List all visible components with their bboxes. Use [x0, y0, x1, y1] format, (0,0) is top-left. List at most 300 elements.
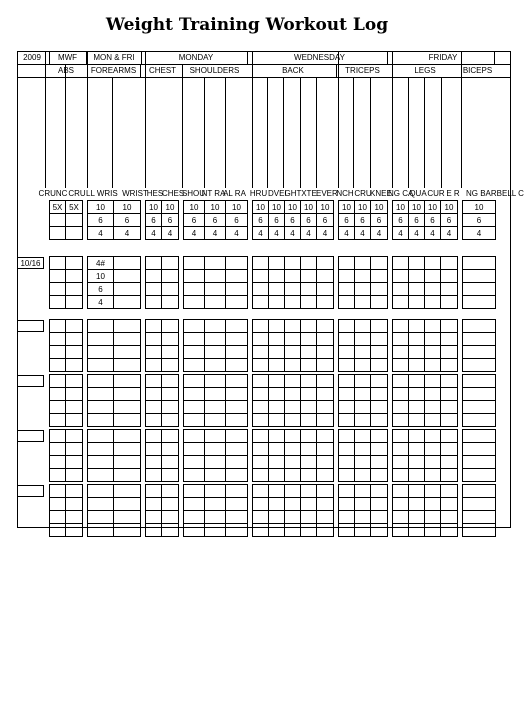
set-entry-cell[interactable]: [88, 333, 114, 346]
log-cell[interactable]: [317, 401, 334, 414]
log-cell[interactable]: [425, 443, 441, 456]
log-cell[interactable]: [146, 401, 162, 414]
log-cell[interactable]: [355, 283, 371, 296]
log-cell[interactable]: [441, 346, 458, 359]
log-cell[interactable]: [371, 257, 388, 270]
log-cell[interactable]: [205, 414, 226, 427]
log-cell[interactable]: [253, 485, 269, 498]
log-cell[interactable]: [114, 283, 141, 296]
set-entry-cell[interactable]: [88, 388, 114, 401]
log-cell[interactable]: [184, 359, 205, 372]
log-cell[interactable]: [269, 359, 285, 372]
log-cell[interactable]: [50, 320, 66, 333]
log-cell[interactable]: [463, 498, 496, 511]
log-cell[interactable]: [253, 346, 269, 359]
log-cell[interactable]: [114, 430, 141, 443]
log-cell[interactable]: [226, 524, 248, 537]
log-cell[interactable]: [317, 485, 334, 498]
log-cell[interactable]: [50, 346, 66, 359]
log-cell[interactable]: [184, 320, 205, 333]
log-cell[interactable]: [50, 359, 66, 372]
log-cell[interactable]: [226, 485, 248, 498]
log-cell[interactable]: [393, 320, 409, 333]
log-cell[interactable]: [50, 283, 66, 296]
log-cell[interactable]: [425, 296, 441, 309]
log-cell[interactable]: [253, 388, 269, 401]
log-cell[interactable]: [226, 346, 248, 359]
log-cell[interactable]: [114, 375, 141, 388]
log-cell[interactable]: [441, 320, 458, 333]
log-cell[interactable]: [184, 296, 205, 309]
log-cell[interactable]: [269, 511, 285, 524]
log-cell[interactable]: [66, 401, 83, 414]
log-cell[interactable]: [317, 414, 334, 427]
log-cell[interactable]: [371, 469, 388, 482]
log-cell[interactable]: [162, 524, 179, 537]
log-cell[interactable]: [50, 401, 66, 414]
log-cell[interactable]: [285, 257, 301, 270]
log-cell[interactable]: [269, 283, 285, 296]
log-cell[interactable]: [285, 270, 301, 283]
log-cell[interactable]: [205, 270, 226, 283]
log-cell[interactable]: [184, 346, 205, 359]
log-cell[interactable]: [146, 270, 162, 283]
log-cell[interactable]: [162, 498, 179, 511]
log-cell[interactable]: [50, 375, 66, 388]
log-cell[interactable]: [339, 485, 355, 498]
log-cell[interactable]: [66, 333, 83, 346]
log-cell[interactable]: [441, 469, 458, 482]
log-cell[interactable]: [146, 443, 162, 456]
log-cell[interactable]: [317, 346, 334, 359]
log-cell[interactable]: [355, 469, 371, 482]
log-cell[interactable]: [253, 401, 269, 414]
set-entry-cell[interactable]: [88, 375, 114, 388]
log-cell[interactable]: [355, 296, 371, 309]
log-cell[interactable]: [371, 375, 388, 388]
log-cell[interactable]: [269, 414, 285, 427]
log-cell[interactable]: [50, 214, 66, 227]
log-cell[interactable]: [409, 443, 425, 456]
log-cell[interactable]: [393, 333, 409, 346]
log-cell[interactable]: [162, 414, 179, 427]
log-cell[interactable]: [253, 333, 269, 346]
log-cell[interactable]: [441, 511, 458, 524]
log-cell[interactable]: [226, 283, 248, 296]
set-entry-cell[interactable]: [88, 320, 114, 333]
log-cell[interactable]: [50, 498, 66, 511]
log-cell[interactable]: [371, 296, 388, 309]
log-cell[interactable]: [285, 414, 301, 427]
log-cell[interactable]: [409, 296, 425, 309]
log-cell[interactable]: [114, 270, 141, 283]
log-cell[interactable]: [226, 333, 248, 346]
log-cell[interactable]: [463, 333, 496, 346]
log-cell[interactable]: [285, 333, 301, 346]
log-cell[interactable]: [285, 388, 301, 401]
log-cell[interactable]: [146, 320, 162, 333]
log-cell[interactable]: [317, 388, 334, 401]
log-cell[interactable]: [425, 270, 441, 283]
log-cell[interactable]: [146, 456, 162, 469]
log-cell[interactable]: [226, 414, 248, 427]
log-cell[interactable]: [409, 456, 425, 469]
log-cell[interactable]: [393, 270, 409, 283]
log-cell[interactable]: [114, 346, 141, 359]
log-cell[interactable]: [162, 485, 179, 498]
log-cell[interactable]: [463, 469, 496, 482]
log-cell[interactable]: [253, 375, 269, 388]
log-cell[interactable]: [371, 401, 388, 414]
log-cell[interactable]: [205, 333, 226, 346]
log-cell[interactable]: [355, 511, 371, 524]
log-cell[interactable]: [301, 283, 317, 296]
log-cell[interactable]: [463, 456, 496, 469]
log-cell[interactable]: [301, 469, 317, 482]
log-cell[interactable]: [205, 456, 226, 469]
log-cell[interactable]: [317, 456, 334, 469]
log-cell[interactable]: [285, 375, 301, 388]
log-cell[interactable]: [66, 257, 83, 270]
log-cell[interactable]: [184, 430, 205, 443]
log-cell[interactable]: [184, 388, 205, 401]
log-cell[interactable]: [184, 401, 205, 414]
log-cell[interactable]: [114, 456, 141, 469]
log-cell[interactable]: [463, 511, 496, 524]
log-cell[interactable]: [441, 283, 458, 296]
log-cell[interactable]: [162, 257, 179, 270]
log-cell[interactable]: [184, 443, 205, 456]
log-cell[interactable]: [371, 270, 388, 283]
log-cell[interactable]: [114, 485, 141, 498]
log-cell[interactable]: [114, 359, 141, 372]
log-cell[interactable]: [425, 498, 441, 511]
log-cell[interactable]: [409, 320, 425, 333]
log-cell[interactable]: [184, 257, 205, 270]
log-cell[interactable]: [463, 257, 496, 270]
log-cell[interactable]: [205, 283, 226, 296]
log-cell[interactable]: [146, 375, 162, 388]
log-cell[interactable]: [409, 524, 425, 537]
log-cell[interactable]: [285, 469, 301, 482]
log-cell[interactable]: [50, 524, 66, 537]
log-cell[interactable]: [66, 283, 83, 296]
log-cell[interactable]: [226, 296, 248, 309]
log-cell[interactable]: [114, 498, 141, 511]
log-cell[interactable]: [146, 346, 162, 359]
log-cell[interactable]: [162, 333, 179, 346]
log-cell[interactable]: [425, 359, 441, 372]
log-cell[interactable]: [339, 498, 355, 511]
log-cell[interactable]: [226, 498, 248, 511]
log-cell[interactable]: [162, 456, 179, 469]
log-cell[interactable]: [441, 524, 458, 537]
log-cell[interactable]: [339, 359, 355, 372]
log-cell[interactable]: [285, 359, 301, 372]
log-cell[interactable]: [317, 430, 334, 443]
log-cell[interactable]: [205, 296, 226, 309]
log-cell[interactable]: [114, 257, 141, 270]
log-cell[interactable]: [371, 414, 388, 427]
log-cell[interactable]: [339, 283, 355, 296]
log-cell[interactable]: [317, 375, 334, 388]
log-cell[interactable]: [371, 283, 388, 296]
log-cell[interactable]: [393, 257, 409, 270]
log-cell[interactable]: [146, 430, 162, 443]
log-cell[interactable]: [146, 511, 162, 524]
log-cell[interactable]: [205, 485, 226, 498]
log-cell[interactable]: [355, 257, 371, 270]
log-cell[interactable]: [285, 401, 301, 414]
log-cell[interactable]: [317, 257, 334, 270]
log-cell[interactable]: [226, 401, 248, 414]
log-cell[interactable]: [441, 456, 458, 469]
set-entry-cell[interactable]: [88, 456, 114, 469]
log-cell[interactable]: [393, 430, 409, 443]
log-cell[interactable]: [269, 485, 285, 498]
log-cell[interactable]: [184, 375, 205, 388]
log-cell[interactable]: [253, 430, 269, 443]
log-cell[interactable]: [301, 296, 317, 309]
log-cell[interactable]: [463, 388, 496, 401]
log-cell[interactable]: [425, 430, 441, 443]
log-cell[interactable]: [425, 333, 441, 346]
set-entry-cell[interactable]: [88, 443, 114, 456]
set-entry-cell[interactable]: [88, 485, 114, 498]
log-cell[interactable]: [409, 401, 425, 414]
log-cell[interactable]: [317, 283, 334, 296]
log-cell[interactable]: [66, 227, 83, 240]
log-cell[interactable]: [269, 296, 285, 309]
log-cell[interactable]: [441, 498, 458, 511]
log-cell[interactable]: [463, 443, 496, 456]
log-cell[interactable]: [425, 257, 441, 270]
log-cell[interactable]: [146, 524, 162, 537]
log-cell[interactable]: [301, 524, 317, 537]
log-cell[interactable]: [66, 524, 83, 537]
log-cell[interactable]: [285, 430, 301, 443]
log-cell[interactable]: [441, 257, 458, 270]
log-cell[interactable]: [205, 443, 226, 456]
log-cell[interactable]: [66, 511, 83, 524]
log-cell[interactable]: [162, 375, 179, 388]
log-cell[interactable]: [226, 456, 248, 469]
log-cell[interactable]: [441, 359, 458, 372]
log-cell[interactable]: [441, 401, 458, 414]
log-cell[interactable]: [50, 456, 66, 469]
log-cell[interactable]: [162, 511, 179, 524]
log-cell[interactable]: [425, 388, 441, 401]
log-cell[interactable]: [162, 469, 179, 482]
log-cell[interactable]: [301, 498, 317, 511]
log-cell[interactable]: [269, 346, 285, 359]
log-cell[interactable]: [50, 257, 66, 270]
set-entry-cell[interactable]: 6: [88, 283, 114, 296]
log-cell[interactable]: [393, 414, 409, 427]
log-cell[interactable]: [269, 456, 285, 469]
set-entry-cell[interactable]: 4#: [88, 257, 114, 270]
log-cell[interactable]: [441, 485, 458, 498]
log-cell[interactable]: [393, 498, 409, 511]
log-cell[interactable]: [66, 359, 83, 372]
log-cell[interactable]: [355, 346, 371, 359]
log-cell[interactable]: [425, 320, 441, 333]
log-cell[interactable]: [393, 359, 409, 372]
log-cell[interactable]: [285, 456, 301, 469]
log-cell[interactable]: [253, 524, 269, 537]
log-cell[interactable]: [114, 401, 141, 414]
log-cell[interactable]: [301, 401, 317, 414]
log-cell[interactable]: [50, 430, 66, 443]
log-cell[interactable]: [146, 257, 162, 270]
log-cell[interactable]: [205, 511, 226, 524]
log-cell[interactable]: [269, 333, 285, 346]
log-cell[interactable]: [269, 401, 285, 414]
log-cell[interactable]: [339, 524, 355, 537]
log-cell[interactable]: [226, 388, 248, 401]
date-field[interactable]: [17, 375, 44, 387]
log-cell[interactable]: [339, 296, 355, 309]
log-cell[interactable]: [355, 524, 371, 537]
log-cell[interactable]: [441, 270, 458, 283]
log-cell[interactable]: [371, 456, 388, 469]
log-cell[interactable]: [317, 333, 334, 346]
log-cell[interactable]: [425, 346, 441, 359]
log-cell[interactable]: [114, 414, 141, 427]
set-entry-cell[interactable]: [88, 414, 114, 427]
log-cell[interactable]: [409, 469, 425, 482]
log-cell[interactable]: [371, 485, 388, 498]
log-cell[interactable]: [162, 443, 179, 456]
log-cell[interactable]: [463, 346, 496, 359]
log-cell[interactable]: [393, 346, 409, 359]
log-cell[interactable]: [253, 469, 269, 482]
log-cell[interactable]: [463, 524, 496, 537]
log-cell[interactable]: [114, 511, 141, 524]
log-cell[interactable]: [184, 456, 205, 469]
log-cell[interactable]: [409, 333, 425, 346]
log-cell[interactable]: [355, 375, 371, 388]
log-cell[interactable]: [226, 443, 248, 456]
log-cell[interactable]: [114, 469, 141, 482]
log-cell[interactable]: [253, 257, 269, 270]
log-cell[interactable]: [184, 485, 205, 498]
log-cell[interactable]: [355, 388, 371, 401]
log-cell[interactable]: [146, 498, 162, 511]
log-cell[interactable]: [226, 430, 248, 443]
log-cell[interactable]: [393, 443, 409, 456]
log-cell[interactable]: [355, 485, 371, 498]
log-cell[interactable]: [425, 375, 441, 388]
log-cell[interactable]: [393, 511, 409, 524]
log-cell[interactable]: [162, 430, 179, 443]
log-cell[interactable]: [66, 214, 83, 227]
log-cell[interactable]: [50, 414, 66, 427]
log-cell[interactable]: [301, 359, 317, 372]
log-cell[interactable]: [162, 401, 179, 414]
log-cell[interactable]: [409, 270, 425, 283]
log-cell[interactable]: [371, 430, 388, 443]
log-cell[interactable]: [355, 456, 371, 469]
log-cell[interactable]: [50, 443, 66, 456]
log-cell[interactable]: [226, 257, 248, 270]
log-cell[interactable]: [463, 359, 496, 372]
log-cell[interactable]: [409, 498, 425, 511]
log-cell[interactable]: [66, 375, 83, 388]
log-cell[interactable]: [355, 414, 371, 427]
log-cell[interactable]: [393, 375, 409, 388]
log-cell[interactable]: [393, 296, 409, 309]
log-cell[interactable]: [253, 511, 269, 524]
log-cell[interactable]: [285, 346, 301, 359]
log-cell[interactable]: [114, 333, 141, 346]
log-cell[interactable]: [50, 511, 66, 524]
log-cell[interactable]: [253, 283, 269, 296]
log-cell[interactable]: [253, 456, 269, 469]
log-cell[interactable]: [301, 346, 317, 359]
log-cell[interactable]: [301, 485, 317, 498]
log-cell[interactable]: [269, 320, 285, 333]
set-entry-cell[interactable]: [88, 511, 114, 524]
log-cell[interactable]: [425, 524, 441, 537]
log-cell[interactable]: [463, 430, 496, 443]
log-cell[interactable]: [441, 375, 458, 388]
log-cell[interactable]: [184, 511, 205, 524]
log-cell[interactable]: [355, 443, 371, 456]
log-cell[interactable]: [205, 359, 226, 372]
log-cell[interactable]: [463, 296, 496, 309]
log-cell[interactable]: [66, 469, 83, 482]
log-cell[interactable]: [317, 524, 334, 537]
log-cell[interactable]: [393, 524, 409, 537]
set-entry-cell[interactable]: [88, 401, 114, 414]
log-cell[interactable]: [339, 430, 355, 443]
log-cell[interactable]: [114, 388, 141, 401]
log-cell[interactable]: [409, 257, 425, 270]
log-cell[interactable]: [184, 270, 205, 283]
log-cell[interactable]: [339, 469, 355, 482]
log-cell[interactable]: [339, 270, 355, 283]
log-cell[interactable]: [339, 375, 355, 388]
set-entry-cell[interactable]: [88, 430, 114, 443]
log-cell[interactable]: [393, 388, 409, 401]
log-cell[interactable]: [50, 270, 66, 283]
log-cell[interactable]: [269, 524, 285, 537]
log-cell[interactable]: [317, 296, 334, 309]
log-cell[interactable]: [146, 414, 162, 427]
set-entry-cell[interactable]: [88, 469, 114, 482]
log-cell[interactable]: [425, 511, 441, 524]
log-cell[interactable]: [463, 375, 496, 388]
log-cell[interactable]: [184, 333, 205, 346]
log-cell[interactable]: [66, 498, 83, 511]
log-cell[interactable]: [66, 388, 83, 401]
log-cell[interactable]: [371, 388, 388, 401]
log-cell[interactable]: [162, 320, 179, 333]
log-cell[interactable]: [285, 296, 301, 309]
log-cell[interactable]: [463, 401, 496, 414]
log-cell[interactable]: [301, 333, 317, 346]
log-cell[interactable]: [393, 401, 409, 414]
log-cell[interactable]: [409, 414, 425, 427]
log-cell[interactable]: [393, 469, 409, 482]
log-cell[interactable]: [339, 346, 355, 359]
log-cell[interactable]: [162, 296, 179, 309]
log-cell[interactable]: [253, 296, 269, 309]
log-cell[interactable]: [226, 359, 248, 372]
log-cell[interactable]: [205, 320, 226, 333]
log-cell[interactable]: [226, 511, 248, 524]
